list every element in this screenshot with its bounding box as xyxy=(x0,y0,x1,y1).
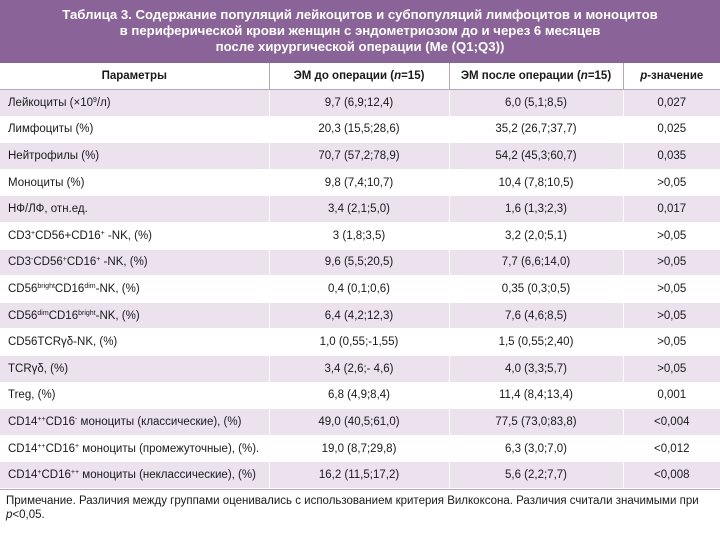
table-row xyxy=(0,355,720,382)
cell-parameter: CD3-CD56+CD16+ -NK, (%) xyxy=(0,249,269,276)
cell-parameter: CD14++CD16+ моноциты (промежуточные), (%). xyxy=(0,435,269,462)
header-p-value: p-значение xyxy=(623,63,720,90)
cell-parameter: CD3+CD56+CD16+ -NK, (%) xyxy=(0,222,269,249)
cell-before: 6,8 (4,9;8,4) xyxy=(269,382,449,409)
cell-p-value: >0,05 xyxy=(623,169,720,196)
cell-after: 54,2 (45,3;60,7) xyxy=(449,143,623,170)
cell-parameter: $CD56^{dim}CD16^{bright}-NK$, (%) xyxy=(0,302,269,329)
cell-parameter: Моноциты (%) xyxy=(0,169,269,196)
cell-p-value: >0,05 xyxy=(623,222,720,249)
table-row xyxy=(0,302,720,329)
cell-before: 19,0 (8,7;29,8) xyxy=(269,435,449,462)
table-row xyxy=(0,143,720,170)
cell-parameter: НФ/ЛФ, отн.ед. xyxy=(0,196,269,223)
cell-p-value: 0,027 xyxy=(623,90,720,117)
cell-before: 1,0 (0,55;-1,55) xyxy=(269,329,449,356)
header-row xyxy=(0,63,720,90)
cell-before: 16,2 (11,5;17,2) xyxy=(269,462,449,489)
table-row xyxy=(0,462,720,489)
cell-p-value: <0,004 xyxy=(623,409,720,436)
cell-after: 5,6 (2,2;7,7) xyxy=(449,462,623,489)
cell-p-value: <0,008 xyxy=(623,462,720,489)
title-line-3: после хирургической операции (Me (Q1;Q3)) xyxy=(215,39,505,54)
table-row xyxy=(0,435,720,462)
table-row xyxy=(0,116,720,143)
cell-after: 7,7 (6,6;14,0) xyxy=(449,249,623,276)
cell-p-value: 0,017 xyxy=(623,196,720,223)
cell-before: 6,4 (4,2;12,3) xyxy=(269,302,449,329)
cell-p-value: >0,05 xyxy=(623,276,720,303)
cell-after: 1,6 (1,3;2,3) xyxy=(449,196,623,223)
cell-before: 20,3 (15,5;28,6) xyxy=(269,116,449,143)
cell-after: 1,5 (0,55;2,40) xyxy=(449,329,623,356)
cell-p-value: >0,05 xyxy=(623,302,720,329)
cell-parameter: Лимфоциты (%) xyxy=(0,116,269,143)
cell-before: 0,4 (0,1;0,6) xyxy=(269,276,449,303)
table-row xyxy=(0,222,720,249)
table-row xyxy=(0,196,720,223)
table-row xyxy=(0,90,720,117)
cell-before: 3,4 (2,1;5,0) xyxy=(269,196,449,223)
cell-parameter: Treg, (%) xyxy=(0,382,269,409)
cell-before: 49,0 (40,5;61,0) xyxy=(269,409,449,436)
cell-parameter: TCRγδ, (%) xyxy=(0,355,269,382)
cell-p-value: >0,05 xyxy=(623,355,720,382)
cell-after: 10,4 (7,8;10,5) xyxy=(449,169,623,196)
data-table xyxy=(0,63,720,489)
cell-after: 3,2 (2,0;5,1) xyxy=(449,222,623,249)
cell-after: 6,3 (3,0;7,0) xyxy=(449,435,623,462)
table-row xyxy=(0,249,720,276)
cell-p-value: 0,035 xyxy=(623,143,720,170)
cell-after: 11,4 (8,4;13,4) xyxy=(449,382,623,409)
table-row xyxy=(0,169,720,196)
cell-before: 9,7 (6,9;12,4) xyxy=(269,90,449,117)
cell-p-value: >0,05 xyxy=(623,329,720,356)
title-line-2: в периферической крови женщин с эндометриозом до и через 6 месяцев xyxy=(119,23,601,38)
table-row xyxy=(0,276,720,303)
footnote: Примечание. Различия между группами оценивались с использованием критерия Вилкоксона. Различия считали значимыми при p<0,05. xyxy=(0,489,720,522)
cell-parameter: $CD56^{bright}CD16^{dim}-NK$, (%) xyxy=(0,276,269,303)
cell-after: 7,6 (4,6;8,5) xyxy=(449,302,623,329)
cell-p-value: 0,025 xyxy=(623,116,720,143)
cell-parameter: Нейтрофилы (%) xyxy=(0,143,269,170)
cell-before: 70,7 (57,2;78,9) xyxy=(269,143,449,170)
table-row xyxy=(0,409,720,436)
cell-p-value: >0,05 xyxy=(623,249,720,276)
cell-after: 35,2 (26,7;37,7) xyxy=(449,116,623,143)
table-row xyxy=(0,382,720,409)
cell-before: 9,8 (7,4;10,7) xyxy=(269,169,449,196)
cell-parameter: CD56TCRγδ-NK, (%) xyxy=(0,329,269,356)
cell-after: 6,0 (5,1;8,5) xyxy=(449,90,623,117)
cell-parameter: CD14+CD16++ моноциты (неклассические), (%) xyxy=(0,462,269,489)
header-after: ЭМ после операции (n=15) xyxy=(449,63,623,90)
cell-before: 3 (1,8;3,5) xyxy=(269,222,449,249)
table-row xyxy=(0,329,720,356)
cell-after: 4,0 (3,3;5,7) xyxy=(449,355,623,382)
header-before: ЭМ до операции (n=15) xyxy=(269,63,449,90)
cell-before: 9,6 (5,5;20,5) xyxy=(269,249,449,276)
cell-p-value: <0,012 xyxy=(623,435,720,462)
cell-after: 0,35 (0,3;0,5) xyxy=(449,276,623,303)
header-params: Параметры xyxy=(0,63,269,90)
cell-p-value: 0,001 xyxy=(623,382,720,409)
cell-before: 3,4 (2,6;- 4,6) xyxy=(269,355,449,382)
table-title xyxy=(0,0,720,63)
cell-parameter: Лейкоциты $(\times 10^9/л)$ xyxy=(0,90,269,117)
title-line-1: Таблица 3. Содержание популяций лейкоцитов и субпопуляций лимфоцитов и моноцитов xyxy=(62,7,658,22)
cell-after: 77,5 (73,0;83,8) xyxy=(449,409,623,436)
cell-parameter: CD14++CD16- моноциты (классические), (%) xyxy=(0,409,269,436)
